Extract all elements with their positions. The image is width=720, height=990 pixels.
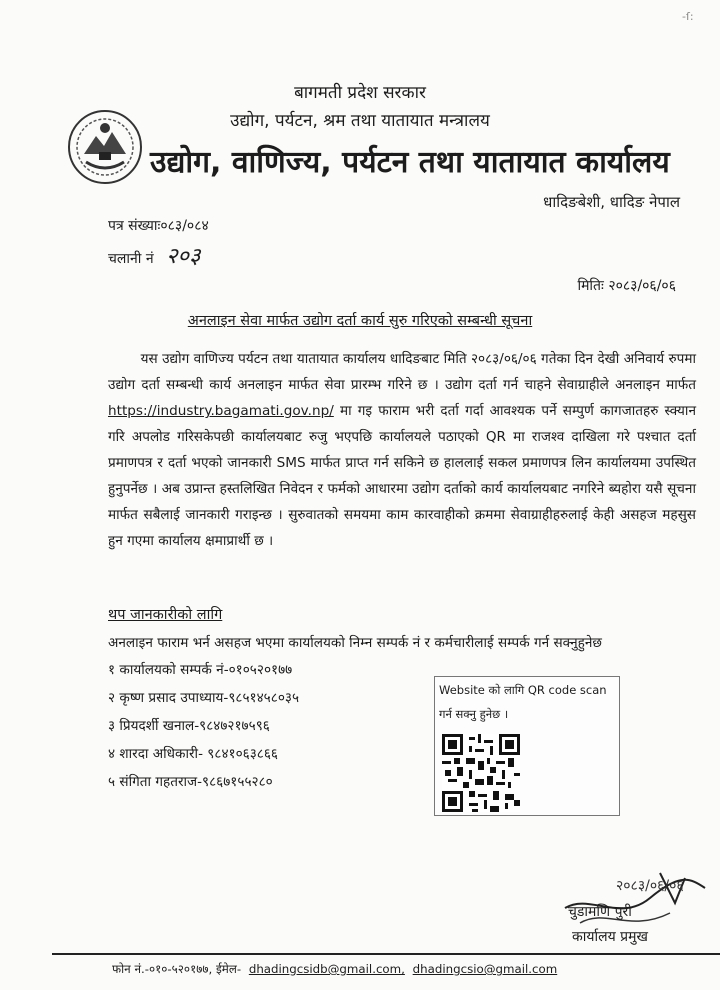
body-part-1: यस उद्योग वाणिज्य पर्यटन तथा यातायात कार्यालय धादिङबाट मिति २०८३/०६/०६ गतेका दिन देखी अनिवार्य रुपमा उद्योग दर्ता सम्बन्धी कार्य अनलाइन मार्फत सेवा प्रारम्भ गरिने छ । उद्योग दर्ता गर्न चाहने सेवाग्राहीले अनलाइन मार्फत [108, 351, 696, 393]
contact-list [108, 656, 299, 796]
province-government: बागमती प्रदेश सरकार [294, 83, 426, 103]
corner-mark: -ſ: [682, 10, 694, 23]
letter-date: मितिः २०८३/०६/०६ [577, 278, 676, 294]
qr-caption-line2: गर्न सक्नु हुनेछ । [439, 707, 509, 721]
qr-code-icon[interactable] [442, 734, 520, 816]
ministry-name: उद्योग, पर्यटन, श्रम तथा यातायात मन्त्रालय [230, 111, 490, 131]
footer-phone: फोन नं.-०१०-५२०१७७, ईमेल- [112, 962, 242, 976]
notice-body [108, 346, 696, 554]
office-location: धादिङबेशी, धादिङ नेपाल [543, 193, 680, 211]
letter-number: पत्र संख्याः०८३/०८४ [108, 218, 209, 234]
dispatch-value: २०३ [166, 244, 201, 269]
body-part-2: मा गइ फाराम भरी दर्ता गर्दा आवश्यक पर्ने सम्पुर्ण कागजातहरु स्क्यान गरि अपलोड गरिसकेपछी कार्यालयबाट रुजु भएपछि कार्यालयले पठाएको QR मा राजश्व दाखिला गरे पश्चात दर्ता प्रमाणपत्र र दर्ता भएको जानकारी SMS मार्फत प्राप्त गर्न सकिने छ हाललाई सकल प्रमाणपत्र लिन कार्यालयमा उपस्थित हुनुपर्नेछ । अब उप्रान्त हस्तलिखित निवेदन र फर्मको आधारमा उद्योग दर्ताको कार्य कार्यालयबाट नगरिने ब्यहोरा यसै सूचना मार्फत सबैलाई जानकारी गराइन्छ । सुरुवातको समयमा काम कारवाहीको क्रममा सेवाग्राहीहरुलाई केही असहज महसुस हुन गएमा कार्यालय क्षमाप्रार्थी छ । [108, 403, 696, 549]
footer-divider [52, 953, 720, 955]
contact-item: ५ संगिता गहतराज-९८६७१५५२८० [108, 774, 273, 790]
notice-subject: अनलाइन सेवा मार्फत उद्योग दर्ता कार्य सुरु गरिएको सम्बन्धी सूचना [187, 313, 533, 329]
dispatch-label: चलानी नं [108, 251, 154, 267]
footer-email-2[interactable]: dhadingcsio@gmail.com [412, 962, 558, 976]
website-link[interactable]: https://industry.bagamati.gov.np/ [108, 403, 334, 419]
signature-handwriting: २०८३/०६/०६ [616, 878, 684, 894]
contact-item: ३ प्रियदर्शी खनाल-९८४७२१७५९६ [108, 718, 270, 734]
footer-contact [112, 961, 557, 977]
footer-email-1[interactable]: dhadingcsidb@gmail.com, [248, 962, 405, 976]
dispatch-number [108, 240, 200, 270]
qr-caption-line1: Website को लागि QR code scan [439, 683, 607, 697]
contact-item: २ कृष्ण प्रसाद उपाध्याय-९८५१४५८०३५ [108, 690, 300, 706]
office-name: उद्योग, वाणिज्य, पर्यटन तथा यातायात कार्यालय [150, 145, 670, 180]
more-info-note: अनलाइन फाराम भर्न असहज भएमा कार्यालयको निम्न सम्पर्क नं र कर्मचारीलाई सम्पर्क गर्न सक्नुहुनेछ [108, 635, 602, 651]
signatory-name: चुडामणि पुरी [568, 904, 632, 920]
contact-item: १ कार्यालयको सम्पर्क नं-०१०५२०१७७ [108, 662, 293, 678]
signatory-title: कार्यालय प्रमुख [572, 929, 648, 945]
more-info-title: थप जानकारीको लागि [108, 607, 223, 623]
contact-item: ४ शारदा अधिकारी- ९८४१०६३८६६ [108, 746, 278, 762]
